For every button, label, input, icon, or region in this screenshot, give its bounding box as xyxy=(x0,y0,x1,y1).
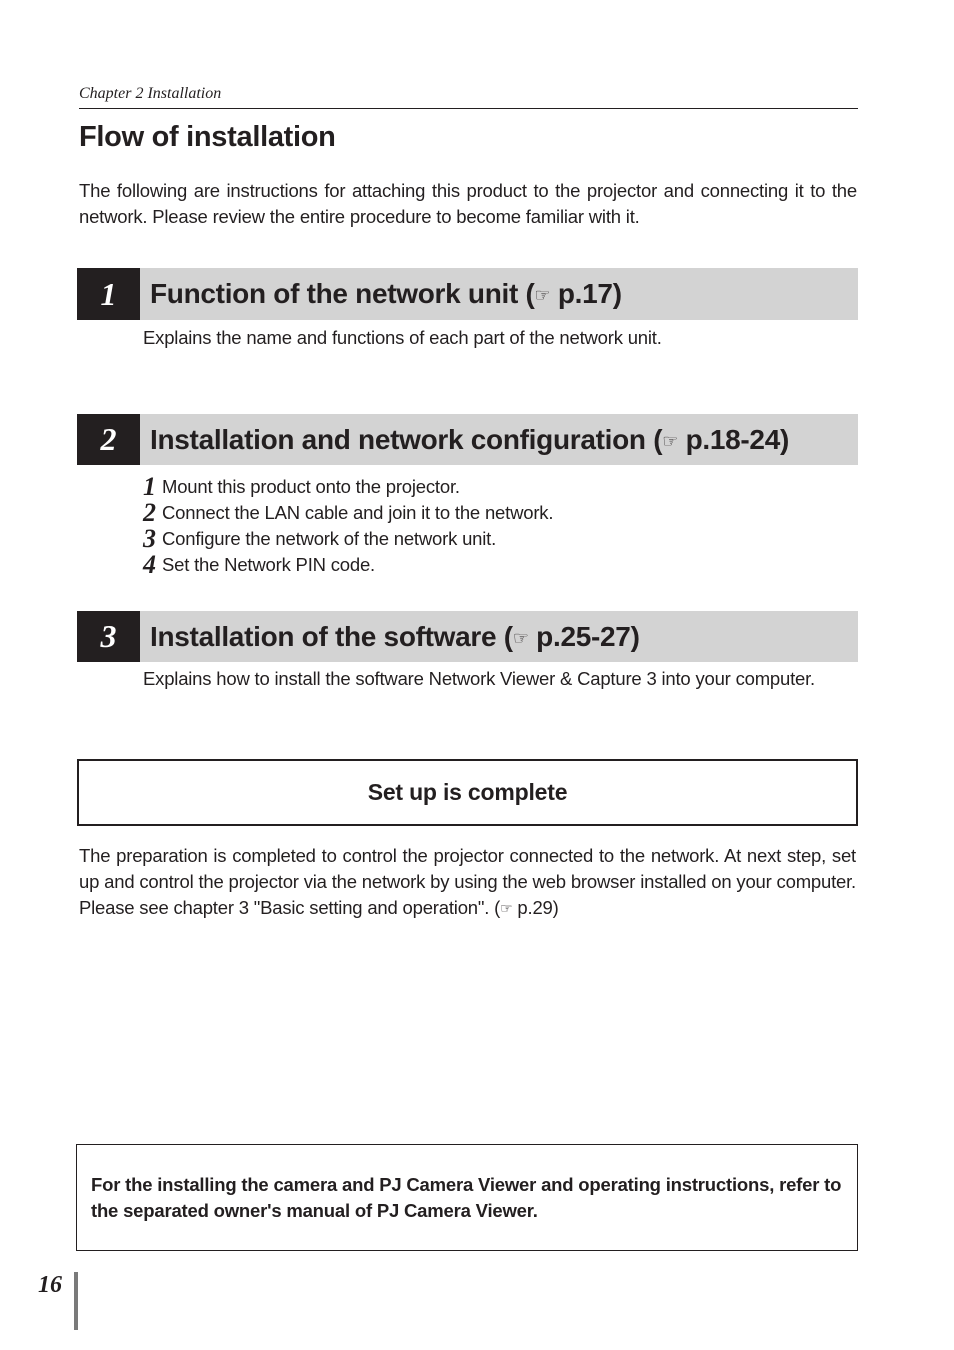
conclusion-text: The preparation is completed to control the projector connected to the network. At next step, set up and control the projector via the network by using the web browser installed on your computer. Please see chapter 3 "Basic setting and operation". ( xyxy=(79,845,856,918)
conclusion-paragraph: The preparation is completed to control the projector connected to the network. At next step, set up and control the projector via the network by using the web browser installed on your computer. Please see chapter 3 "Basic setting and operation". (☞ p.29) xyxy=(79,845,856,918)
substep-item xyxy=(143,474,553,500)
pointing-hand-icon: ☞ xyxy=(662,430,679,451)
step-1-description: Explains the name and functions of each part of the network unit. xyxy=(143,327,662,348)
substep-item xyxy=(143,526,553,552)
substep-item xyxy=(143,500,553,526)
substep-text: Mount this product onto the projector. xyxy=(162,476,460,497)
substep-number: 2 xyxy=(143,498,156,527)
substep-item xyxy=(143,552,553,578)
setup-complete-box xyxy=(77,759,858,826)
note-box xyxy=(76,1144,858,1251)
step-3-page-ref: p.25-27 xyxy=(536,620,631,652)
step-1-title: Function of the network unit (☞ p.17) xyxy=(150,278,622,309)
pointing-hand-icon: ☞ xyxy=(500,900,513,916)
step-2-page-ref: p.18-24 xyxy=(685,423,780,455)
setup-complete-label: Set up is complete xyxy=(367,779,568,805)
step-2-title: Installation and network configuration (☞ p.18-24) xyxy=(150,423,790,455)
pointing-hand-icon: ☞ xyxy=(534,285,551,305)
step-1-header xyxy=(77,268,858,320)
pointing-hand-icon: ☞ xyxy=(512,627,529,648)
step-3-number: 3 xyxy=(77,611,140,662)
substep-text: Configure the network of the network unit. xyxy=(162,528,497,549)
step-3-title-text: Installation of the software xyxy=(150,620,497,652)
substep-number: 1 xyxy=(143,472,156,501)
page-margin-rule xyxy=(74,1272,78,1330)
step-2-number: 2 xyxy=(77,414,140,465)
step-3-header xyxy=(77,611,858,662)
intro-paragraph: The following are instructions for attaching this product to the projector and connecting it to the network. Please review the entire procedure to become familiar with it. xyxy=(79,180,857,227)
step-3-description: Explains how to install the software Network Viewer & Capture 3 into your computer. xyxy=(143,668,816,689)
step-2-substeps xyxy=(143,474,553,578)
page-number: 16 xyxy=(38,1272,62,1298)
step-1-page-ref: p.17 xyxy=(557,278,613,309)
substep-text: Set the Network PIN code. xyxy=(162,554,375,575)
page-title: Flow of installation xyxy=(79,121,336,153)
substep-number: 3 xyxy=(143,524,156,553)
step-2-header xyxy=(77,414,858,465)
substep-text: Connect the LAN cable and join it to the network. xyxy=(162,502,554,523)
step-1-title-text: Function of the network unit xyxy=(150,278,519,309)
step-2-title-text: Installation and network configuration xyxy=(150,423,646,455)
substep-number: 4 xyxy=(143,550,156,579)
conclusion-page-ref: p.29 xyxy=(517,897,553,918)
chapter-header: Chapter 2 Installation xyxy=(79,84,858,109)
note-text: For the installing the camera and PJ Camera Viewer and operating instructions, refer to the separated owner's manual of PJ Camera Viewer. xyxy=(91,1174,842,1221)
step-3-title: Installation of the software (☞ p.25-27) xyxy=(150,620,640,652)
step-1-number: 1 xyxy=(77,268,140,320)
